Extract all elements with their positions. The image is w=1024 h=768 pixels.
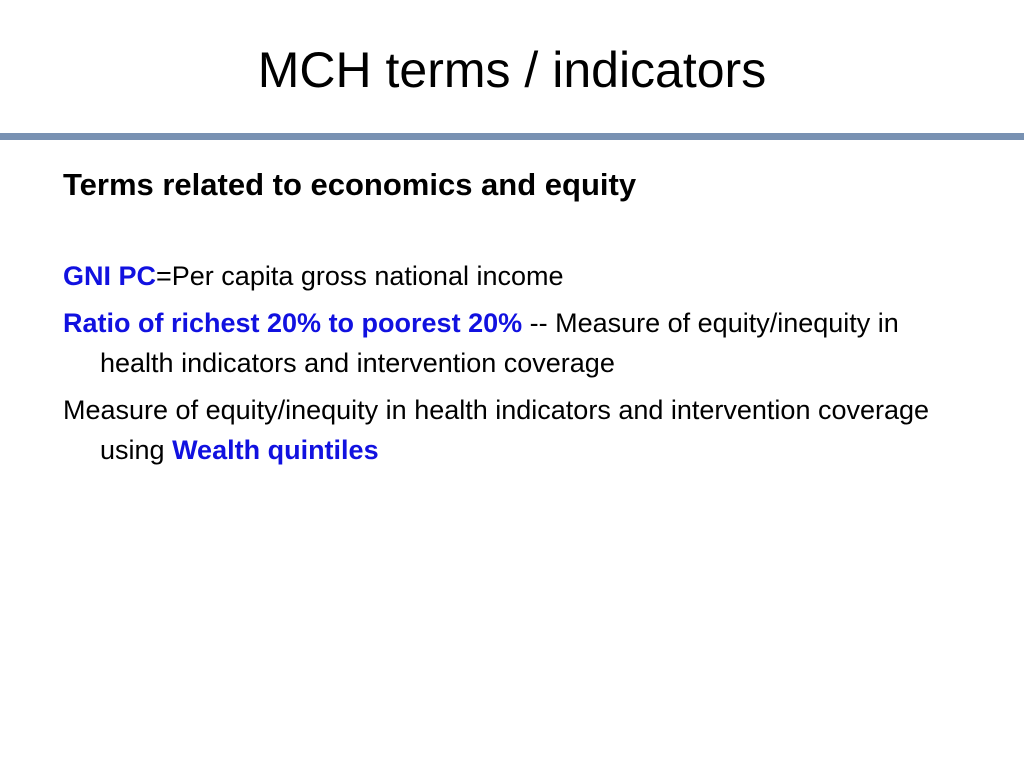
- term-wealth-quintiles: Wealth quintiles: [172, 435, 379, 465]
- list-item-ratio: [63, 303, 930, 383]
- definition-gni-pc: =Per capita gross national income: [156, 261, 564, 291]
- slide-body: [63, 164, 963, 477]
- term-ratio-richest-poorest: Ratio of richest 20% to poorest 20%: [63, 308, 523, 338]
- definition-ratio: -- Measure of equity/inequity in health indicators and intervention coverage: [100, 308, 899, 378]
- slide-title: MCH terms / indicators: [257, 42, 767, 98]
- title-divider: [0, 133, 1024, 140]
- definition-wealth-quintiles: Measure of equity/inequity in health indicators and intervention coverage using: [63, 395, 930, 465]
- list-item-wealth-quintiles: [63, 390, 930, 470]
- term-gni-pc: GNI PC: [63, 261, 157, 291]
- section-heading: Terms related to economics and equity: [63, 167, 637, 202]
- list-item-gni-pc: [63, 256, 930, 296]
